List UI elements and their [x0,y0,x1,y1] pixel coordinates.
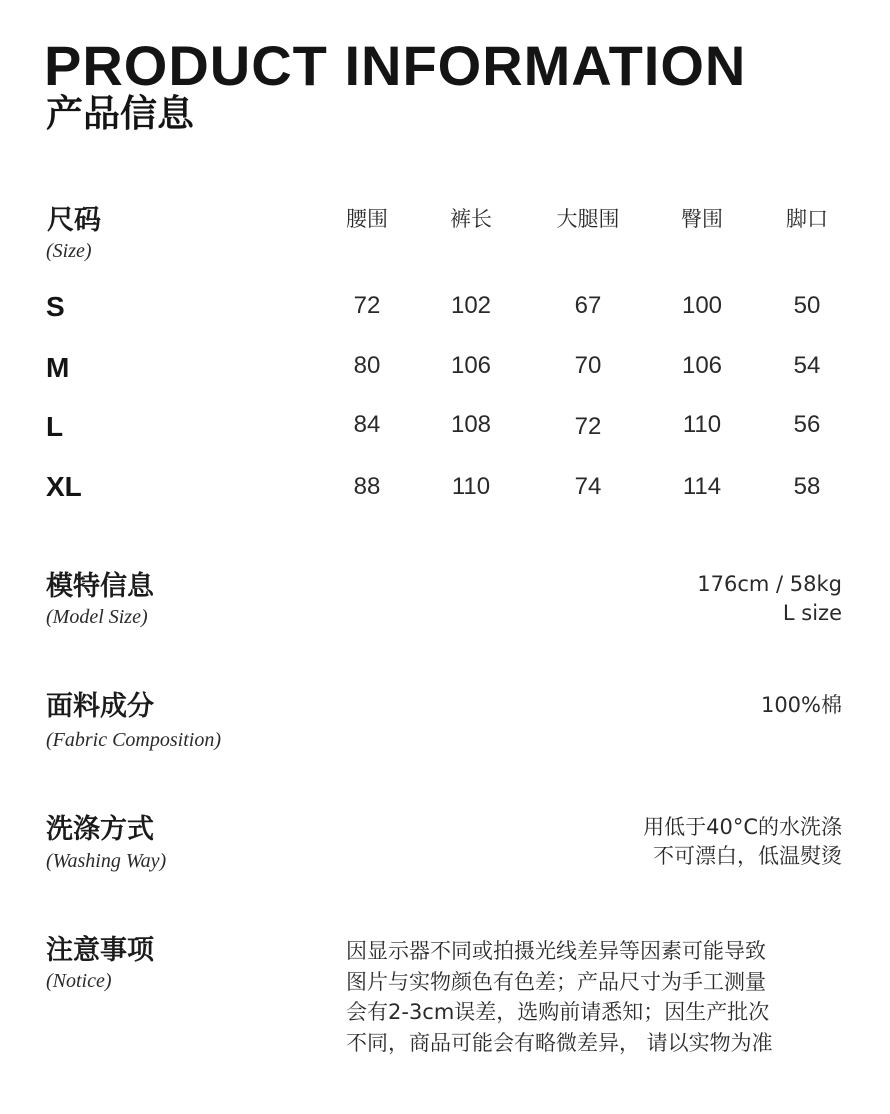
page-title: PRODUCT INFORMATION [44,34,747,97]
row-label-s: S [46,291,65,322]
table-cell: 67 [574,292,602,319]
table-cell: 74 [574,473,602,500]
washing-line-2: 不可漂白，低温熨烫 [653,844,842,868]
notice-text [346,936,846,1058]
model-value [697,570,842,628]
column-header-waist: 腰围 [346,207,388,231]
table-cell: 102 [450,292,492,319]
table-cell: 80 [353,352,381,379]
column-header-hip: 臀围 [681,207,723,231]
column-header-length: 裤长 [450,207,492,231]
table-cell: 100 [681,292,723,319]
model-label-en: (Model Size) [46,606,148,628]
model-height-weight: 176cm / 58kg [697,572,842,596]
table-cell: 84 [353,411,381,438]
model-size: L size [782,601,842,625]
fabric-value: 100%棉 [760,693,842,717]
table-cell: 88 [353,473,381,500]
row-label-m: M [46,352,70,383]
table-cell: 50 [793,292,821,319]
table-cell: 110 [682,411,722,438]
washing-label-en: (Washing Way) [46,850,167,872]
column-header-hem: 脚口 [786,207,828,231]
table-cell: 108 [450,411,492,438]
table-cell: 56 [793,411,821,438]
column-header-thigh: 大腿围 [556,207,620,231]
table-cell: 106 [450,352,492,379]
table-cell: 54 [793,352,821,379]
size-label-en: (Size) [46,240,92,262]
table-cell: 70 [574,352,602,379]
washing-label: 洗涤方式 [46,814,154,845]
table-cell: 58 [793,473,821,500]
notice-line: 不同，商品可能会有略微差异， 请以实物为准 [346,1030,773,1055]
notice-line: 因显示器不同或拍摄光线差异等因素可能导致 [346,939,766,963]
table-cell: 106 [681,352,723,379]
page-subtitle: 产品信息 [46,92,194,135]
table-cell: 72 [574,413,602,440]
notice-line: 图片与实物颜色有色差；产品尺寸为手工测量 [346,969,766,994]
washing-line-1: 用低于40°C的水洗涤 [643,815,842,839]
notice-label: 注意事项 [46,935,154,966]
fabric-label-en: (Fabric Composition) [46,729,221,751]
table-cell: 114 [682,473,722,500]
notice-line: 会有2-3cm误差，选购前请悉知；因生产批次 [346,1000,770,1024]
table-cell: 72 [353,292,381,319]
table-cell: 110 [451,473,491,500]
row-label-l: L [46,411,64,442]
model-label: 模特信息 [46,571,154,602]
washing-value [643,813,842,871]
row-label-xl: XL [46,471,82,502]
notice-label-en: (Notice) [46,970,112,992]
size-label: 尺码 [47,205,101,236]
fabric-label: 面料成分 [46,691,154,722]
